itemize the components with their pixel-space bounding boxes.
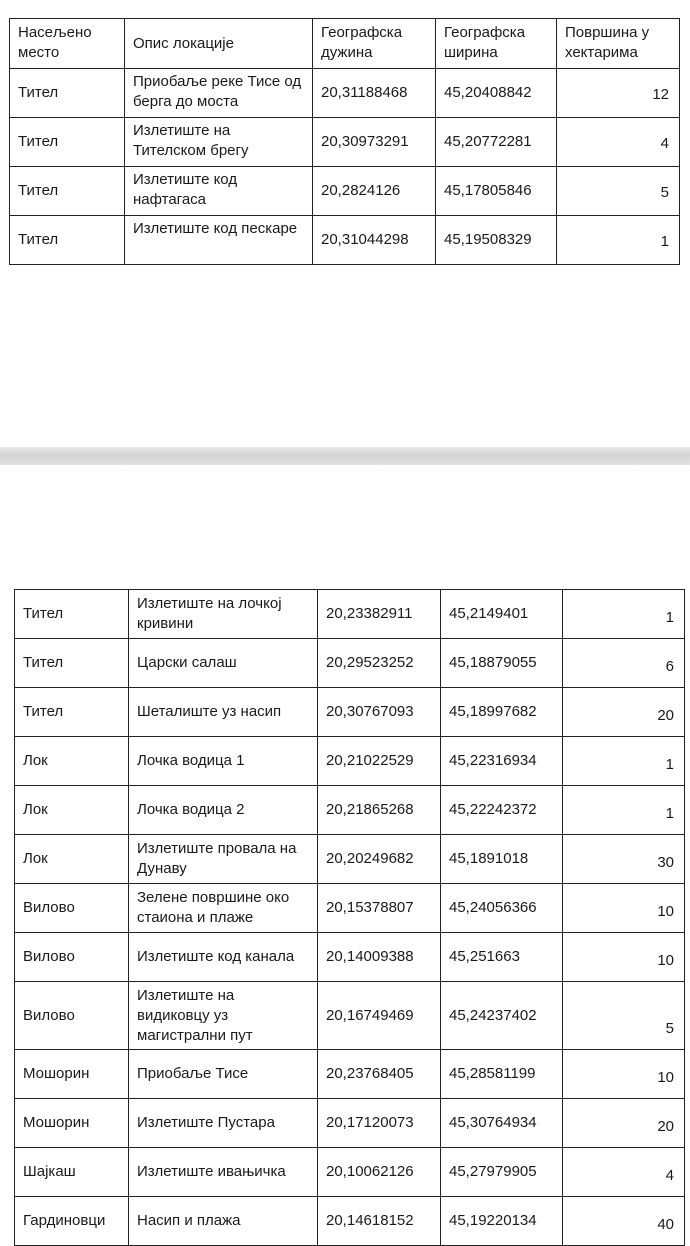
cell-longitude: 20,14009388	[318, 933, 441, 982]
table-row	[10, 167, 680, 216]
header-area: Површина у хектарима	[557, 19, 680, 69]
cell-description: Шеталиште уз насип	[129, 688, 318, 737]
cell-place: Шајкаш	[15, 1148, 129, 1197]
cell-area: 40	[563, 1197, 685, 1246]
cell-latitude: 45,251663	[441, 933, 563, 982]
cell-longitude: 20,2824126	[313, 167, 436, 216]
cell-description: Лочка водица 2	[129, 786, 318, 835]
cell-place: Тител	[15, 590, 129, 639]
cell-latitude: 45,18997682	[441, 688, 563, 737]
table-row	[15, 1197, 685, 1246]
header-description: Опис локације	[125, 19, 313, 69]
table-row	[15, 933, 685, 982]
cell-place: Тител	[15, 639, 129, 688]
cell-longitude: 20,14618152	[318, 1197, 441, 1246]
cell-latitude: 45,1891018	[441, 835, 563, 884]
cell-area: 1	[557, 216, 680, 265]
cell-latitude: 45,19508329	[436, 216, 557, 265]
cell-area: 1	[563, 737, 685, 786]
table-row	[15, 786, 685, 835]
cell-area: 20	[563, 688, 685, 737]
cell-longitude: 20,21865268	[318, 786, 441, 835]
cell-longitude: 20,16749469	[318, 982, 441, 1050]
header-latitude: Географска ширина	[436, 19, 557, 69]
cell-place: Тител	[10, 118, 125, 167]
table-row	[15, 982, 685, 1050]
table-row	[15, 639, 685, 688]
cell-description: Зелене површине око стаиона и плаже	[129, 884, 318, 933]
cell-latitude: 45,22242372	[441, 786, 563, 835]
cell-latitude: 45,30764934	[441, 1099, 563, 1148]
document-page-1	[0, 0, 690, 447]
cell-description: Излетиште код нафтагаса	[125, 167, 313, 216]
cell-longitude: 20,30767093	[318, 688, 441, 737]
table-row	[15, 737, 685, 786]
cell-area: 10	[563, 884, 685, 933]
cell-latitude: 45,27979905	[441, 1148, 563, 1197]
cell-longitude: 20,23768405	[318, 1050, 441, 1099]
cell-latitude: 45,24237402	[441, 982, 563, 1050]
cell-description: Излетиште провала на Дунаву	[129, 835, 318, 884]
locations-table-page-2	[14, 589, 685, 1246]
cell-longitude: 20,21022529	[318, 737, 441, 786]
table-row	[15, 688, 685, 737]
table-row	[10, 216, 680, 265]
cell-description: Насип и плажа	[129, 1197, 318, 1246]
cell-latitude: 45,18879055	[441, 639, 563, 688]
cell-place: Вилово	[15, 884, 129, 933]
table-header-row	[10, 19, 680, 69]
header-place: Насељено место	[10, 19, 125, 69]
cell-description: Излетиште на Тителском брегу	[125, 118, 313, 167]
cell-longitude: 20,20249682	[318, 835, 441, 884]
cell-description: Приобаље Тисе	[129, 1050, 318, 1099]
cell-longitude: 20,17120073	[318, 1099, 441, 1148]
cell-area: 12	[557, 69, 680, 118]
cell-place: Мошорин	[15, 1050, 129, 1099]
table-row	[15, 835, 685, 884]
cell-area: 10	[563, 933, 685, 982]
locations-table-page-1	[9, 18, 680, 265]
cell-latitude: 45,2149401	[441, 590, 563, 639]
table-row	[15, 1050, 685, 1099]
cell-description: Приобаље реке Тисе од берга до моста	[125, 69, 313, 118]
cell-description: Лочка водица 1	[129, 737, 318, 786]
cell-area: 1	[563, 786, 685, 835]
cell-longitude: 20,15378807	[318, 884, 441, 933]
cell-place: Лок	[15, 737, 129, 786]
cell-longitude: 20,31044298	[313, 216, 436, 265]
cell-place: Тител	[10, 167, 125, 216]
cell-longitude: 20,31188468	[313, 69, 436, 118]
cell-place: Вилово	[15, 933, 129, 982]
cell-place: Тител	[10, 69, 125, 118]
page-separator	[0, 447, 690, 465]
cell-longitude: 20,30973291	[313, 118, 436, 167]
cell-place: Лок	[15, 786, 129, 835]
table-row	[15, 590, 685, 639]
cell-place: Тител	[15, 688, 129, 737]
document-page-2	[0, 465, 690, 1245]
cell-area: 30	[563, 835, 685, 884]
cell-description: Излетиште ивањичка	[129, 1148, 318, 1197]
table-row	[10, 69, 680, 118]
cell-latitude: 45,28581199	[441, 1050, 563, 1099]
table-row	[15, 1099, 685, 1148]
cell-latitude: 45,24056366	[441, 884, 563, 933]
cell-place: Вилово	[15, 982, 129, 1050]
cell-place: Мошорин	[15, 1099, 129, 1148]
cell-place: Лок	[15, 835, 129, 884]
cell-area: 10	[563, 1050, 685, 1099]
cell-latitude: 45,17805846	[436, 167, 557, 216]
table-row	[15, 884, 685, 933]
cell-area: 4	[557, 118, 680, 167]
cell-place: Тител	[10, 216, 125, 265]
cell-latitude: 45,22316934	[441, 737, 563, 786]
cell-area: 5	[557, 167, 680, 216]
cell-latitude: 45,20408842	[436, 69, 557, 118]
cell-latitude: 45,20772281	[436, 118, 557, 167]
table-row	[10, 118, 680, 167]
cell-area: 20	[563, 1099, 685, 1148]
cell-area: 6	[563, 639, 685, 688]
cell-area: 5	[563, 982, 685, 1050]
cell-latitude: 45,19220134	[441, 1197, 563, 1246]
cell-longitude: 20,29523252	[318, 639, 441, 688]
cell-longitude: 20,23382911	[318, 590, 441, 639]
cell-description: Излетиште код пескаре	[125, 216, 313, 265]
cell-longitude: 20,10062126	[318, 1148, 441, 1197]
cell-area: 1	[563, 590, 685, 639]
table-row	[15, 1148, 685, 1197]
cell-place: Гардиновци	[15, 1197, 129, 1246]
cell-area: 4	[563, 1148, 685, 1197]
cell-description: Царски салаш	[129, 639, 318, 688]
cell-description: Излетиште на лочкој кривини	[129, 590, 318, 639]
cell-description: Излетиште на видиковцу уз магистрални пут	[129, 982, 318, 1050]
header-longitude: Географска дужина	[313, 19, 436, 69]
cell-description: Излетиште код канала	[129, 933, 318, 982]
cell-description: Излетиште Пустара	[129, 1099, 318, 1148]
